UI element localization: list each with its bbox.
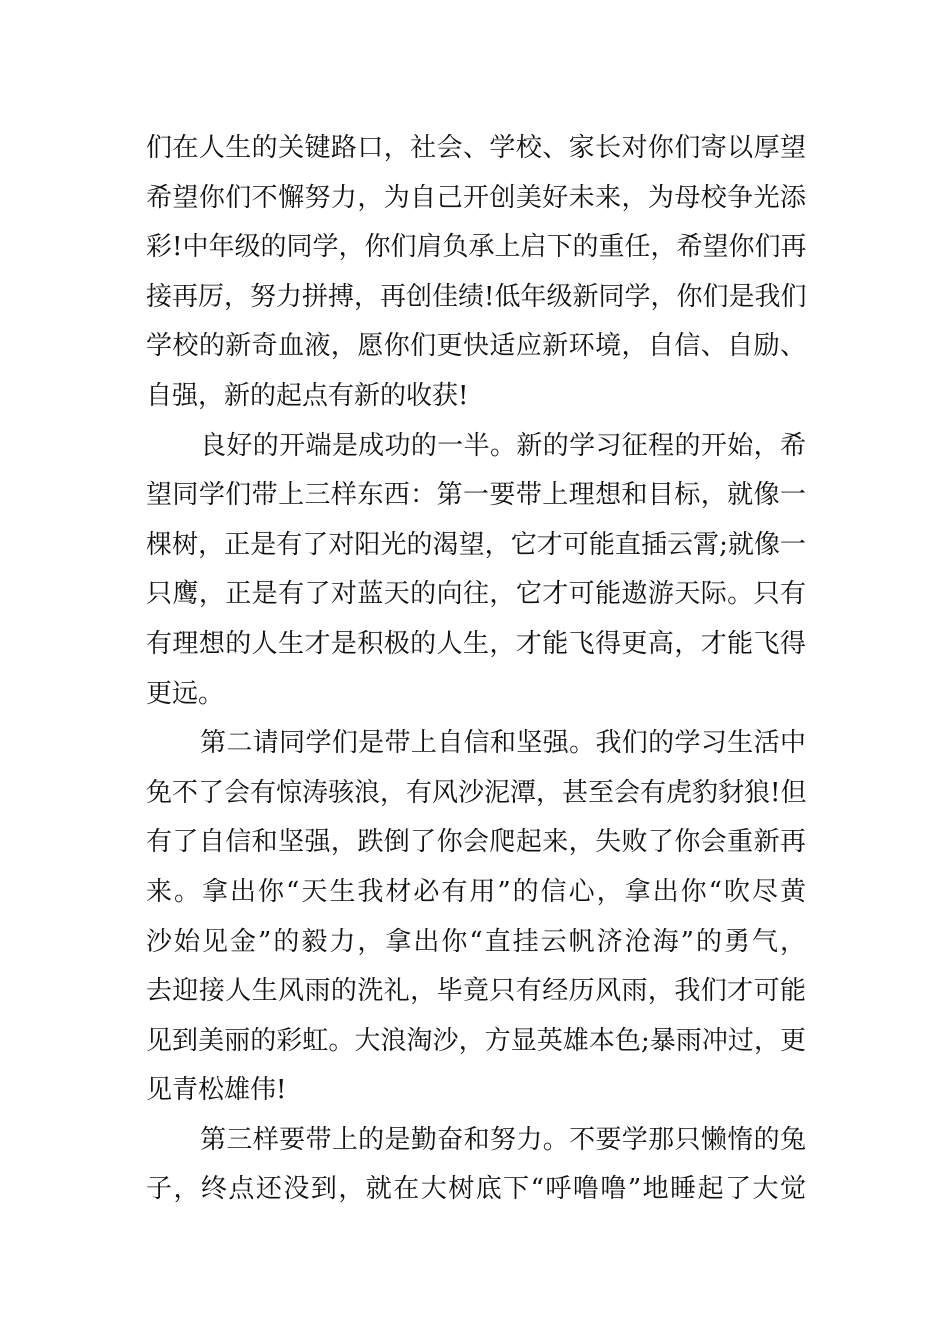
text-line: 去迎接人生风雨的洗礼，毕竟只有经历风雨，我们才可能: [146, 976, 806, 1007]
paragraph-start-line: 良好的开端是成功的一半。新的学习征程的开始，希: [200, 430, 806, 461]
text-line: 自强，新的起点有新的收获!: [146, 380, 469, 411]
text-line: 学校的新奇血液，愿你们更快适应新环境，自信、自励、: [146, 331, 806, 362]
text-line: 更远。: [146, 678, 225, 709]
text-line: 们在人生的关键路口，社会、学校、家长对你们寄以厚望: [146, 133, 806, 163]
text-line: 希望你们不懈努力，为自己开创美好未来，为母校争光添: [146, 182, 806, 213]
paragraph-start-line: 第三样要带上的是勤奋和努力。不要学那只懒惰的兔: [200, 1124, 806, 1155]
text-line: 来。拿出你“天生我材必有用”的信心，拿出你“吹尽黄: [146, 876, 806, 907]
text-line: 望同学们带上三样东西：第一要带上理想和目标，就像一: [146, 480, 806, 511]
text-line: 见青松雄伟!: [146, 1075, 287, 1106]
text-line: 有了自信和坚强，跌倒了你会爬起来，失败了你会重新再: [146, 827, 806, 858]
text-line: 只鹰，正是有了对蓝天的向往，它才可能遨游天际。只有: [146, 579, 806, 610]
paragraph-start-line: 第二请同学们是带上自信和坚强。我们的学习生活中: [200, 728, 806, 759]
document-body: [146, 124, 806, 1215]
text-line: 沙始见金”的毅力，拿出你“直挂云帆济沧海”的勇气，: [146, 926, 806, 957]
text-line: 免不了会有惊涛骇浪，有风沙泥潭，甚至会有虎豹豺狼!但: [146, 777, 807, 808]
text-line: 接再厉，努力拼搏，再创佳绩!低年级新同学，你们是我们: [146, 281, 807, 312]
text-line: 有理想的人生才是积极的人生，才能飞得更高，才能飞得: [146, 628, 806, 659]
text-line: 见到美丽的彩虹。大浪淘沙，方显英雄本色;暴雨冲过，更: [146, 1025, 806, 1056]
text-line: 彩!中年级的同学，你们肩负承上启下的重任，希望你们再: [146, 232, 807, 263]
text-line: 子，终点还没到，就在大树底下“呼噜噜”地睡起了大觉: [146, 1174, 806, 1205]
text-line: 棵树，正是有了对阳光的渴望，它才可能直插云霄;就像一: [146, 529, 806, 560]
